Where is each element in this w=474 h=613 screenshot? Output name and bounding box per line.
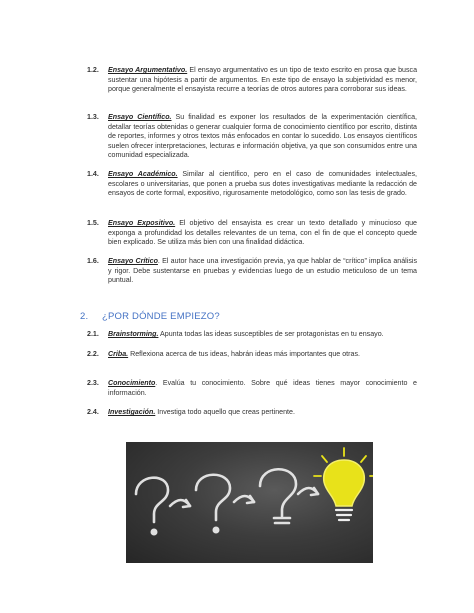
list-item <box>87 379 417 398</box>
item-text: . El autor hace una investigación previa, ya que hablar de “crítico” implica análisis y rigor. Debe sustentarse en pruebas y evidencias luego de un estudio meticuloso de un tema puntual. <box>108 257 418 285</box>
item-number: 2.3. <box>87 379 99 387</box>
question-marks-to-lightbulb-illustration <box>126 442 373 563</box>
item-term: Ensayo Científico. <box>108 113 172 121</box>
list-item <box>87 330 417 340</box>
item-term: Ensayo Expositivo. <box>108 219 176 227</box>
section-number: 2. <box>80 311 89 322</box>
item-text: El objetivo del ensayista es crear un texto detallado y minucioso que exponga a profundidad los detalles relevantes de un tema, con el fin de que el concepto quede bien explicado. Se utiliza más bien con una finalidad didáctica. <box>108 219 418 247</box>
list-item <box>87 219 417 248</box>
item-text: Investiga todo aquello que creas pertinente. <box>155 408 295 416</box>
list-item <box>87 408 417 418</box>
list-item <box>87 66 417 95</box>
chalk-dot <box>152 530 156 534</box>
list-item <box>87 350 417 360</box>
list-item <box>87 257 417 286</box>
item-number: 1.2. <box>87 66 99 74</box>
item-term: Ensayo Argumentativo. <box>108 66 188 74</box>
item-text: Reflexiona acerca de tus ideas, habrán ideas más importantes que otras. <box>128 350 360 358</box>
item-number: 2.1. <box>87 330 99 338</box>
item-text: Su finalidad es exponer los resultados de la experimentación científica, detallar teorías obtenidas o generar cualquier forma de conocimiento científico por escrito, distinta de reportes, informes y otros textos más enfocados en contar lo sucedido. Los ensayos científicos suelen ofrecer interpretaciones, lecturas e información objetiva, ya que son consumidos entre una comunidad especializada. <box>108 113 417 160</box>
item-term: Conocimiento <box>108 379 156 387</box>
item-term: Investigación. <box>108 408 156 416</box>
item-number: 1.5. <box>87 219 99 227</box>
item-term: Criba. <box>108 350 129 358</box>
section-heading <box>80 311 220 322</box>
chalkboard-lightbulb-image <box>126 442 373 563</box>
item-text: Apunta todas las ideas susceptibles de ser protagonistas en tu ensayo. <box>158 330 384 338</box>
list-item <box>87 113 417 161</box>
item-number: 2.4. <box>87 408 99 416</box>
item-text: Similar al científico, pero en el caso de comunidades intelectuales, escolares o universitarias, que ponen a prueba sus dotes investigativas mediante la redacción de ensayos de corte formal, expositivo, rigurosamente metodológico, como son las tesis de grado. <box>108 170 417 198</box>
chalk-question-mark <box>196 475 230 520</box>
item-number: 2.2. <box>87 350 99 358</box>
item-number: 1.4. <box>87 170 99 178</box>
item-number: 1.3. <box>87 113 99 121</box>
section-title: ¿POR DÓNDE EMPIEZO? <box>102 311 220 322</box>
item-text: . Evalúa tu conocimiento. Sobre qué ideas tienes mayor conocimiento e información. <box>108 379 417 397</box>
list-item <box>87 170 417 199</box>
item-term: Brainstorming. <box>108 330 159 338</box>
lightbulb-icon <box>314 448 373 520</box>
item-term: Ensayo Académico. <box>108 170 178 178</box>
chalk-question-mark <box>136 478 168 522</box>
item-term: Ensayo Crítico <box>108 257 158 265</box>
chalk-question-mark <box>260 469 296 516</box>
item-number: 1.6. <box>87 257 99 265</box>
item-text: El ensayo argumentativo es un tipo de texto escrito en prosa que busca sustentar una hipótesis a partir de argumentos. En este tipo de ensayo la subjetividad es menor, porque generalmente el ensayista recurre a teorías de otros autores para corroborar sus ideas. <box>108 66 418 94</box>
chalk-dot <box>214 528 218 532</box>
